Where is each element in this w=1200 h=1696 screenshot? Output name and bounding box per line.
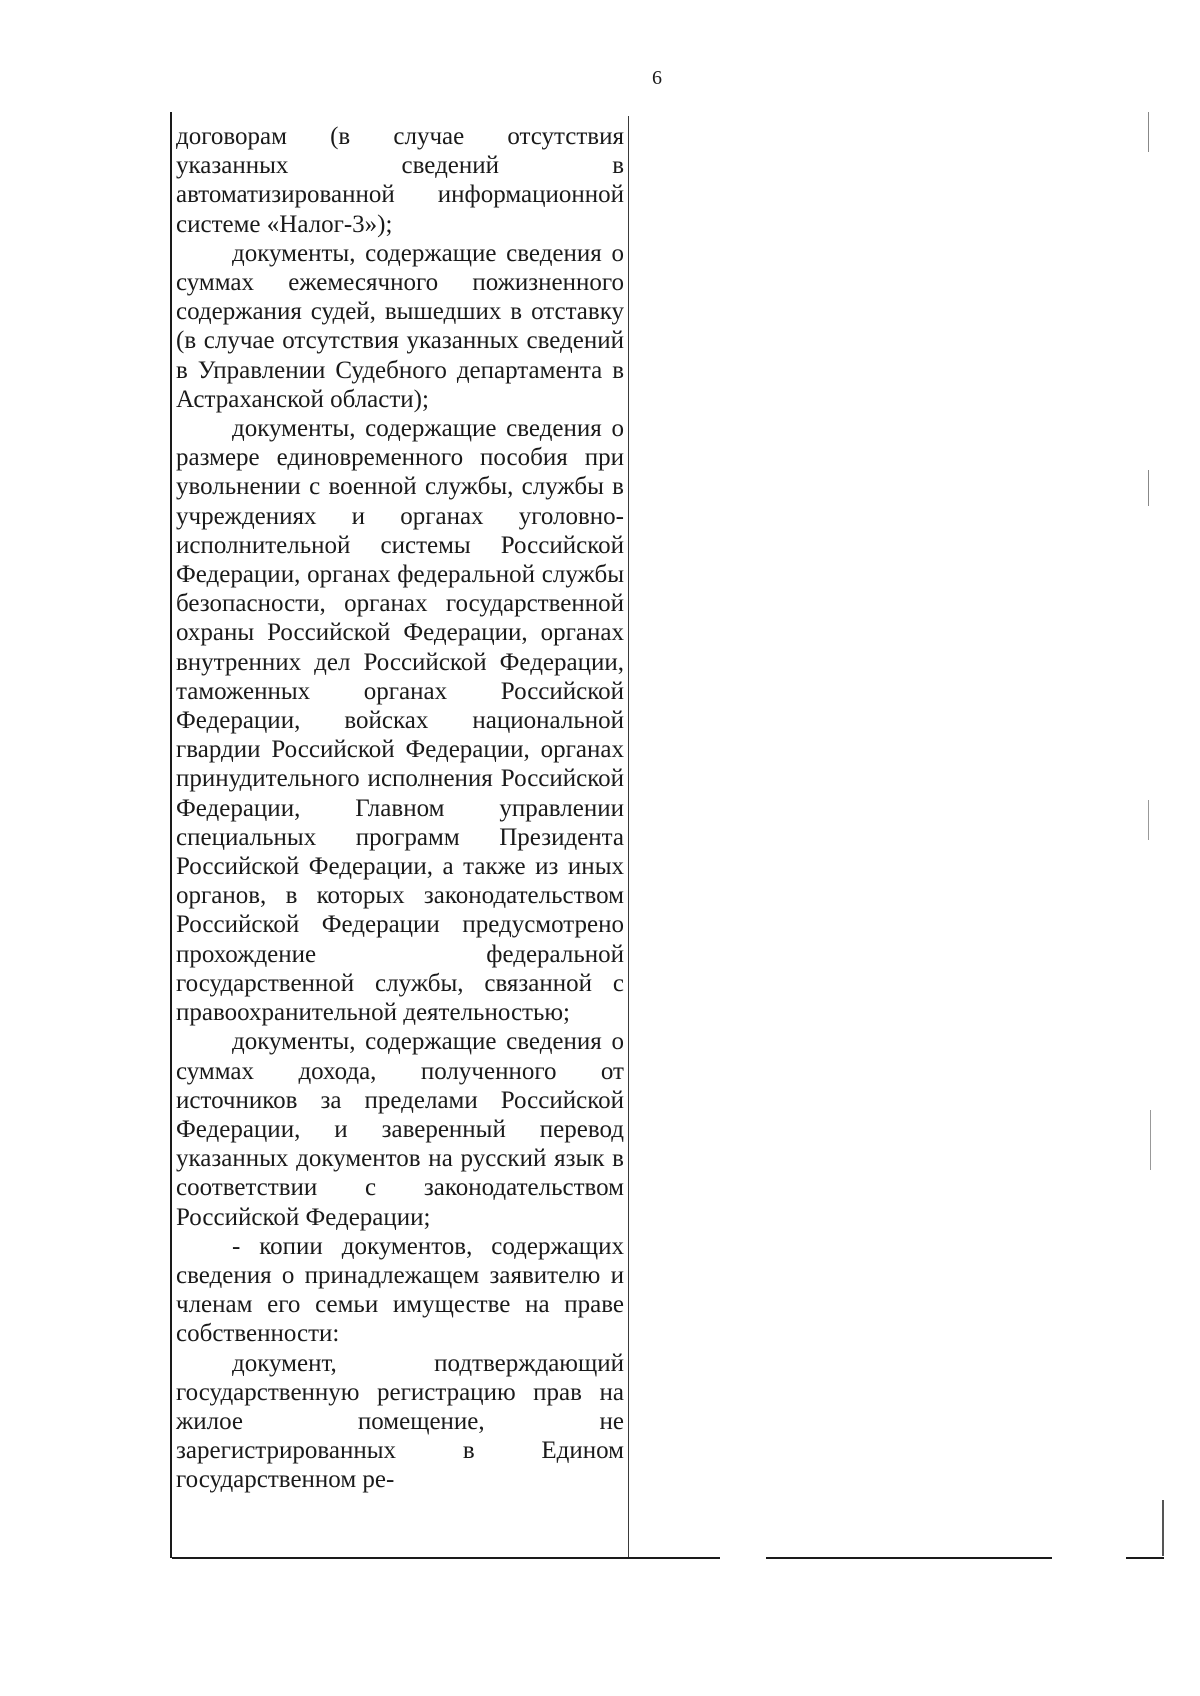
table-right-border-fragment	[1148, 112, 1149, 152]
paragraph: документы, содержащие сведения о суммах ежемесячного пожизненного содержания судей, вышедших в отставку (в случае отсутствия указанных сведений в Управлении Судебного департамента в Астраханской области);	[176, 239, 624, 413]
paragraph: документы, содержащие сведения о размере единовременного пособия при увольнении с военной службы, службы в учреждениях и органах уголовно-исполнительной системы Российской Федерации, органах федеральной службы безопасности, органах государственной охраны Российской Федерации, органах внутренних дел Российской Федерации, таможенных органах Российской Федерации, войсках национальной гвардии Российской Федерации, органах принудительного исполнения Российской Федерации, Главном управлении специальных программ Президента Российской Федерации, а также из иных органов, в которых законодательством Российской Федерации предусмотрено прохождение федеральной государственной службы, связанной с правоохранительной деятельностью;	[176, 415, 624, 1027]
table-left-border	[170, 112, 172, 1558]
table-column-border	[628, 116, 629, 1558]
paragraph: документ, подтверждающий государственную регистрацию прав на жилое помещение, не зарегистрированных в Едином государственном ре-	[176, 1349, 624, 1494]
table-bottom-border	[766, 1557, 1052, 1559]
table-right-border-fragment	[1150, 1110, 1151, 1170]
paragraph: договорам (в случае отсутствия указанных сведений в автоматизированной информационной системе «Налог-3»);	[176, 123, 624, 238]
table-right-border-fragment	[1162, 1500, 1164, 1556]
paragraph: - копии документов, содержащих сведения о принадлежащем заявителю и членам его семьи имуществе на праве собственности:	[176, 1232, 624, 1348]
table-right-border-fragment	[1148, 800, 1149, 840]
page-number: 6	[652, 67, 662, 89]
table-bottom-border	[1126, 1557, 1164, 1559]
table-bottom-border	[172, 1557, 720, 1559]
paragraph: документы, содержащие сведения о суммах дохода, полученного от источников за пределами Российской Федерации, и заверенный перевод указанных документов на русский язык в соответствии с законодательством Российской Федерации;	[176, 1028, 624, 1231]
table-cell-text	[176, 122, 624, 1495]
table-right-border-fragment	[1148, 470, 1149, 506]
